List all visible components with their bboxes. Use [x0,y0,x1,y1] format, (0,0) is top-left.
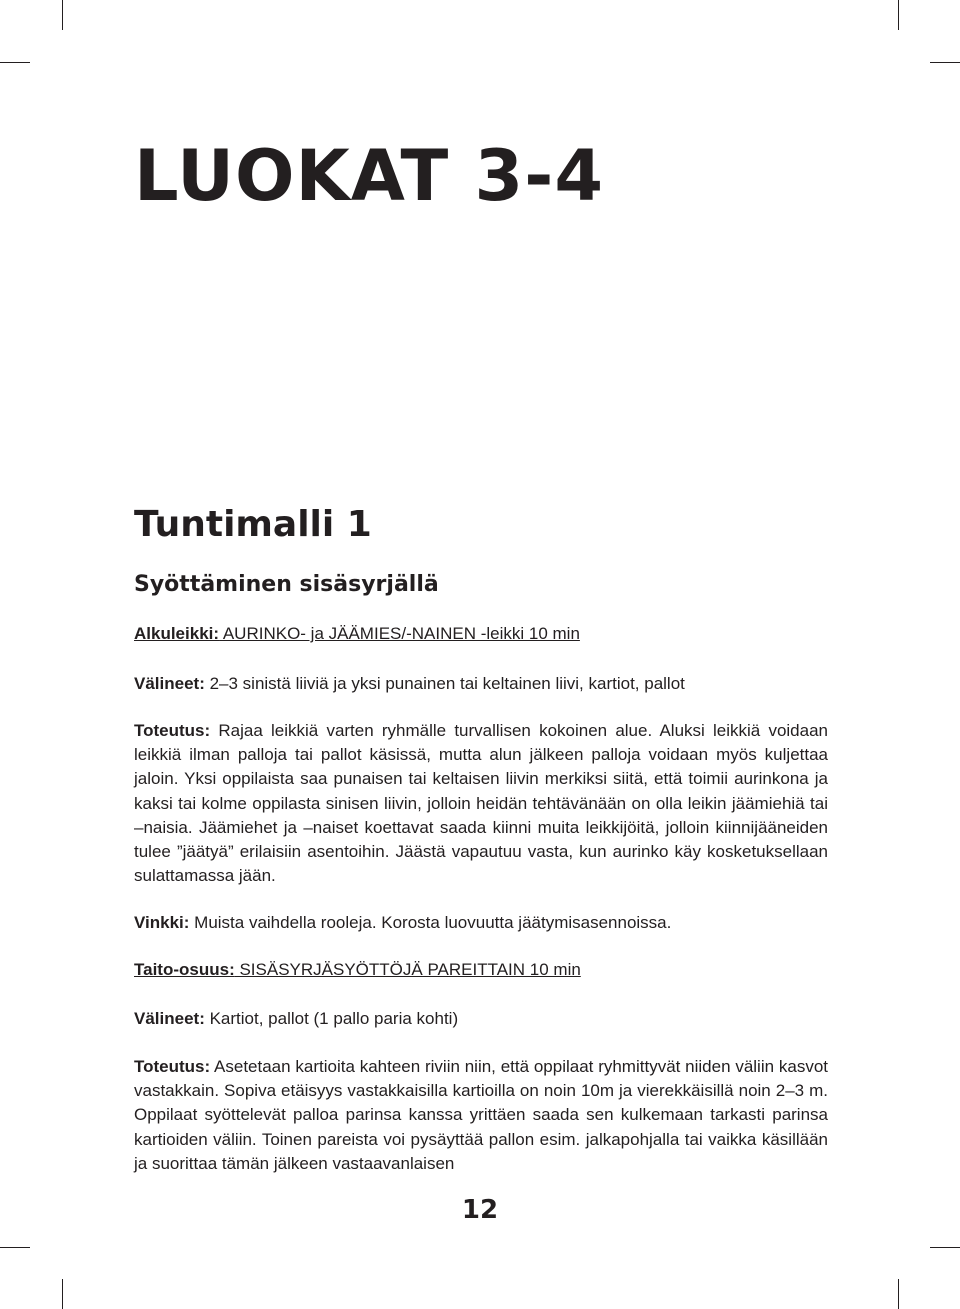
skill-equipment-label: Välineet: [134,1009,205,1028]
warmup-execution [134,719,828,888]
warmup-heading [134,622,580,646]
warmup-label: Alkuleikki: [134,624,220,643]
warmup-equipment-label: Välineet: [134,674,205,693]
skill-label: Taito-osuus: [134,960,235,979]
warmup-tip [134,911,671,935]
crop-mark [0,62,30,63]
skill-text: SISÄSYRJÄSYÖTTÖJÄ PAREITTAIN 10 min [234,960,581,979]
warmup-execution-text: Rajaa leikkiä varten ryhmälle turvallisen kokoinen alue. Aluksi leikkiä voidaan leikkiä ilman palloja tai pallot käsissä, mutta alun jälkeen palloja voidaan myös kuljettaa jaloin. Yksi oppilaista saa punaisen tai keltaisen liivin merkiksi siitä, että toimii aurinkona ja kaksi tai kolme oppilasta sinisen liivin, jolloin heidän tehtävänään on olla leikin jäämiehiä tai –naisia. Jäämiehet ja –naiset koettavat saada kiinni muita leikkijöitä, jolloin kiinnijääneiden tulee ”jäätyä” erilaisiin asentoihin. Jäästä vapautuu vasta, kun aurinko käy kosketuksellaan sulattamassa jään. [134,721,828,886]
lesson-title: Tuntimalli 1 [134,504,372,545]
crop-mark [930,1247,960,1248]
crop-mark [898,0,899,30]
skill-execution-label: Toteutus: [134,1057,211,1076]
chapter-title: LUOKAT 3-4 [134,135,605,217]
skill-equipment [134,1007,458,1031]
warmup-equipment [134,672,685,696]
page-number: 12 [461,1195,499,1225]
skill-execution [134,1055,828,1176]
skill-heading [134,958,581,982]
warmup-tip-label: Vinkki: [134,913,190,932]
crop-mark [62,0,63,30]
crop-mark [898,1279,899,1309]
skill-equipment-text: Kartiot, pallot (1 pallo paria kohti) [204,1009,459,1028]
warmup-text: AURINKO- ja JÄÄMIES/-NAINEN -leikki 10 min [219,624,580,643]
crop-mark [930,62,960,63]
warmup-equipment-text: 2–3 sinistä liiviä ja yksi punainen tai keltainen liivi, kartiot, pallot [204,674,685,693]
warmup-tip-text: Muista vaihdella rooleja. Korosta luovuutta jäätymisasennoissa. [189,913,672,932]
crop-mark [0,1247,30,1248]
lesson-subtitle: Syöttäminen sisäsyrjällä [134,572,439,597]
skill-execution-text: Asetetaan kartioita kahteen riviin niin, että oppilaat ryhmittyvät niiden väliin kasvot vastakkain. Sopiva etäisyys vastakkaisilla kartioilla on noin 10m ja vierekkäisillä noin 2–3 m. Oppilaat syöttelevät palloa parinsa kanssa yrittäen saada sen kulkemaan tarkasti parinsa kartioiden väliin. Toinen pareista voi pysäyttää pallon esim. jalkapohjalla tai vaikka käsillään ja suorittaa tämän jälkeen vastaavanlaisen [134,1057,828,1173]
crop-mark [62,1279,63,1309]
warmup-execution-label: Toteutus: [134,721,211,740]
